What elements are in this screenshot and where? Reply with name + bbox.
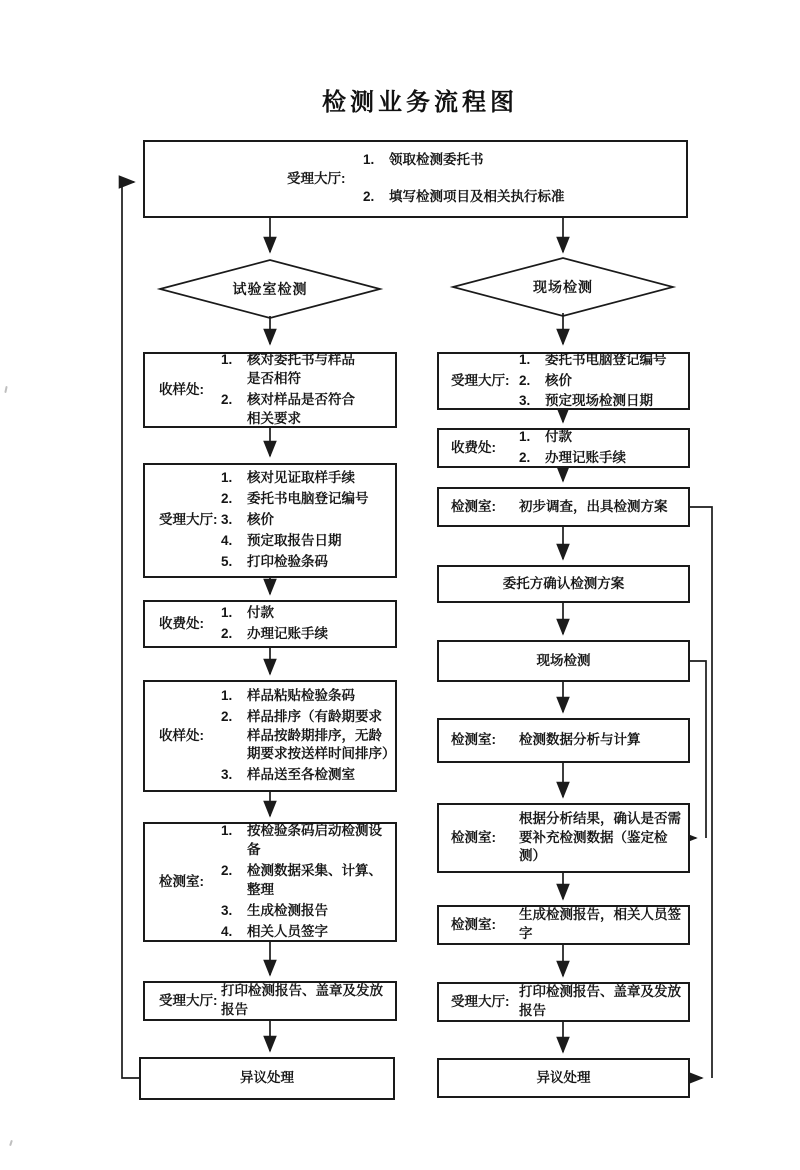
list-item-text: 核对委托书与样品是否相符	[247, 352, 355, 387]
task-list	[221, 469, 395, 571]
list-item-text: 办理记账手续	[545, 450, 626, 465]
dept-label: 受理大厅:	[451, 993, 510, 1009]
node-right-cashier	[437, 428, 690, 468]
node-left-report-issue	[143, 981, 397, 1021]
list-item-text: 按检验条码启动检测设备	[247, 823, 382, 858]
dept-label: 收样处:	[159, 727, 204, 743]
dept-label: 检测室:	[451, 829, 496, 845]
right-outer-feedback-line	[690, 507, 712, 1078]
list-item-text: 办理记账手续	[247, 626, 328, 641]
node-right-supplement-check	[437, 803, 690, 873]
list-item-text: 打印检验条码	[247, 553, 328, 569]
task-list	[221, 687, 395, 785]
list-item-number: 2.	[519, 372, 531, 388]
dept-label: 检测室:	[451, 916, 496, 932]
list-item	[363, 188, 565, 207]
page-title: 检测业务流程图	[322, 89, 518, 116]
list-item-text: 付款	[247, 605, 274, 621]
list-item-number: 1.	[221, 470, 233, 486]
node-right-client-confirm	[437, 565, 690, 603]
list-item-text: 核对见证取样手续	[247, 470, 355, 486]
node-right-objection	[437, 1058, 690, 1098]
list-item-number: 2.	[221, 708, 233, 724]
list-item-number: 3.	[221, 512, 233, 528]
node-text: 打印检测报告、盖章及发放报告	[221, 983, 383, 1017]
list-item-number: 2.	[221, 392, 233, 407]
list-item-number: 2.	[519, 450, 531, 465]
list-item-text: 检测数据采集、计算、整理	[247, 863, 382, 897]
task-list	[519, 428, 688, 468]
list-item-number: 1.	[221, 687, 233, 703]
node-left-cashier	[143, 600, 397, 648]
list-item	[363, 151, 565, 170]
node-right-report-issue	[437, 982, 690, 1022]
node-left-sample-sort	[143, 680, 397, 792]
node-text: 委托方确认检测方案	[502, 575, 625, 591]
dept-label: 受理大厅:	[287, 170, 346, 186]
list-item-number: 4.	[221, 923, 233, 939]
list-item-text: 样品排序（有龄期要求样品按龄期排序，无龄期要求按送样时间排序）	[247, 708, 396, 762]
list-item-text: 付款	[545, 429, 572, 445]
diamond-field-test: 现场检测	[533, 279, 593, 295]
node-text: 异议处理	[240, 1070, 294, 1086]
list-item-text: 生成检测报告	[247, 902, 328, 918]
dept-label: 检测室:	[451, 498, 496, 514]
task-list	[363, 151, 569, 207]
list-item-number: 1.	[221, 823, 233, 839]
dept-label: 受理大厅:	[159, 992, 218, 1008]
list-item-number: 1.	[221, 352, 233, 368]
list-item-text: 预定取报告日期	[247, 532, 342, 548]
dept-label: 受理大厅:	[159, 512, 218, 528]
list-item-number: 3.	[221, 902, 233, 918]
node-left-reception	[143, 463, 397, 578]
right-inner-feedback-line	[690, 661, 706, 838]
task-list	[221, 351, 395, 429]
node-right-field-test	[437, 640, 690, 682]
list-item-text: 核价	[247, 512, 274, 528]
node-left-objection	[139, 1057, 395, 1100]
list-item-text: 委托书电脑登记编号	[545, 351, 667, 367]
dept-label: 收费处:	[159, 615, 204, 631]
node-right-survey	[437, 487, 690, 527]
dept-label: 检测室:	[451, 732, 496, 748]
list-item-number: 4.	[221, 532, 233, 548]
list-item-number: 2.	[221, 491, 233, 507]
diamond-lab-test: 试验室检测	[232, 281, 308, 297]
list-item-number: 1.	[519, 351, 531, 367]
list-item-text: 相关人员签字	[247, 923, 328, 939]
node-text: 现场检测	[536, 652, 591, 668]
node-text: 根据分析结果，确认是否需要补充检测数据（鉴定检测）	[519, 810, 681, 864]
node-text: 生成检测报告，相关人员签字	[519, 907, 681, 941]
dept-label: 收样处:	[159, 381, 204, 397]
node-right-report-sign	[437, 905, 690, 945]
dept-label: 受理大厅:	[451, 372, 510, 388]
node-left-sample-check	[143, 352, 397, 428]
list-item-number: 2.	[221, 626, 233, 641]
list-item-text: 填写检测项目及相关执行标准	[389, 189, 565, 204]
task-list	[221, 822, 395, 941]
node-text: 异议处理	[536, 1069, 591, 1085]
list-item-text: 领取检测委托书	[389, 152, 484, 168]
list-item-number: 3.	[519, 393, 531, 409]
node-right-reception	[437, 352, 690, 410]
task-list	[519, 351, 688, 412]
list-item-text: 委托书电脑登记编号	[247, 491, 369, 507]
list-item-number: 2.	[221, 863, 233, 879]
list-item-number: 1.	[221, 605, 233, 621]
list-item-text: 样品送至各检测室	[247, 767, 355, 783]
list-item-text: 预定现场检测日期	[545, 393, 653, 409]
dept-label: 检测室:	[159, 873, 204, 889]
list-item-number: 5.	[221, 553, 233, 569]
list-item-text: 核价	[545, 372, 572, 388]
node-reception-top	[143, 140, 688, 218]
node-text: 打印检测报告、盖章及发放报告	[519, 984, 681, 1018]
dept-label: 收费处:	[451, 439, 496, 455]
list-item-number: 1.	[363, 152, 375, 168]
node-text: 检测数据分析与计算	[519, 732, 641, 748]
node-right-data-analysis	[437, 718, 690, 763]
list-item-text: 核对样品是否符合相关要求	[247, 392, 355, 426]
list-item-number: 1.	[519, 429, 531, 445]
left-feedback-line	[122, 182, 143, 1078]
list-item-text: 样品粘贴检验条码	[247, 687, 355, 703]
list-item-number: 2.	[363, 189, 375, 204]
list-item-number: 3.	[221, 767, 233, 783]
task-list	[221, 604, 395, 644]
node-text: 初步调查，出具检测方案	[519, 498, 668, 514]
node-left-test-room	[143, 822, 397, 942]
